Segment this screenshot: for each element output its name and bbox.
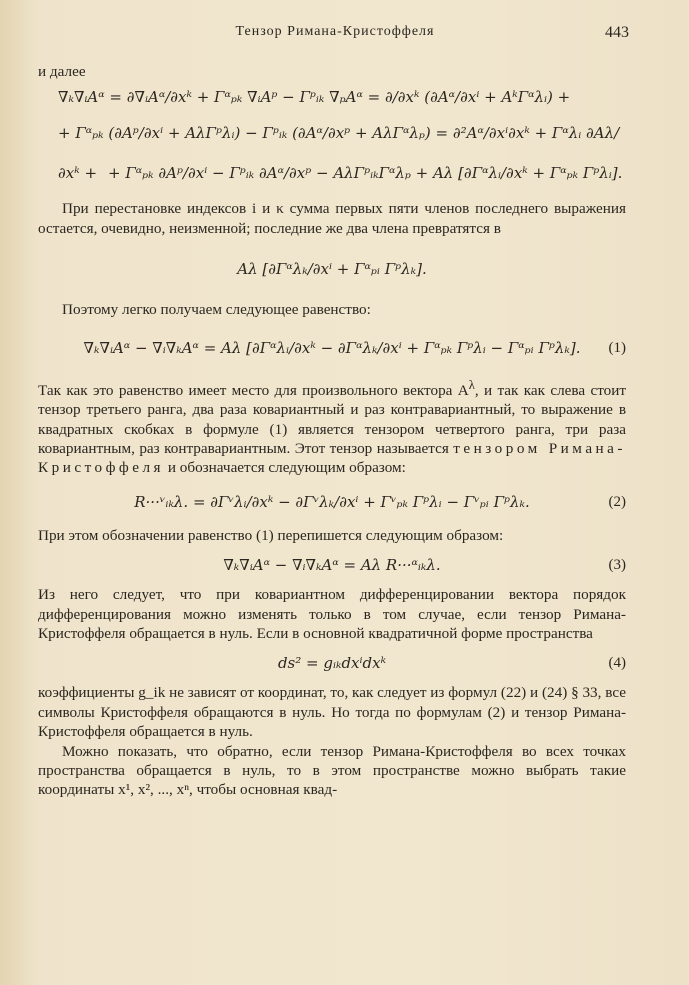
equation-number: (1) bbox=[608, 339, 626, 356]
emphasized-term: тензором Римана-Кристоффеля bbox=[38, 439, 626, 477]
formula-derivation-line-1 bbox=[38, 81, 626, 113]
formula-bracket-term bbox=[38, 238, 626, 300]
formula-text: ds² = gᵢₖdxⁱdxᵏ bbox=[277, 654, 387, 673]
formula-text: Aλ [∂Γᵅλₖ/∂xⁱ + Γᵅₚᵢ Γᵖλₖ]. bbox=[237, 260, 427, 279]
text-run: Так как это равенство имеет место для произвольного вектора A bbox=[38, 381, 469, 399]
paragraph-consequence: Из него следует, что при ковариантном дифференцировании вектора порядок дифференцирования можно изменять только в том случае, если тензор Римана-Кристоффеля обращается в нуль. Если в основной квадратичной форме пространства bbox=[38, 586, 626, 642]
paragraph-notation: При этом обозначении равенство (1) перепишется следующим образом: bbox=[38, 526, 504, 544]
paragraph-intro: и далее bbox=[38, 63, 86, 80]
equation-number: (3) bbox=[608, 557, 626, 574]
paragraph-definition bbox=[38, 376, 626, 478]
text-run: и обозначается следующим образом: bbox=[164, 459, 406, 477]
formula-text: + Γᵅₚₖ (∂Aᵖ/∂xⁱ + AλΓᵖλᵢ) − Γᵖᵢₖ (∂Aᵅ/∂xᵖ + AλΓᵅλₚ) = ∂²Aᵅ/∂xⁱ∂xᵏ + Γᵅλᵢ ∂Aλ/∂xᵏ + bbox=[58, 124, 620, 183]
superscript: λ bbox=[468, 377, 475, 392]
paragraph-permutation: При перестановке индексов i и κ сумма первых пяти членов последнего выражения остается, очевидно, неизменной; последние же два члена превратятся в bbox=[38, 200, 626, 237]
page-body bbox=[38, 62, 626, 800]
equation-number: (2) bbox=[608, 493, 626, 510]
page-number: 443 bbox=[605, 24, 629, 41]
formula-text: + Γᵅₚₖ ∂Aᵖ/∂xⁱ − Γᵖᵢₖ ∂Aᵅ/∂xᵖ − AλΓᵖᵢₖΓᵅλₚ + Aλ [∂Γᵅλᵢ/∂xᵏ + Γᵅₚₖ Γᵖλᵢ]. bbox=[108, 164, 623, 183]
paragraph-coefficients: коэффициенты g_ik не зависят от координат, то, как следует из формул (22) и (24) § 33, все символы Кристоффеля обращаются в нуль. Но тогда по формулам (2) и тензор Римана-Кристоффеля обращается в нуль. bbox=[38, 684, 626, 741]
equation-number: (4) bbox=[608, 655, 626, 672]
formula-text: R···ᵛᵢₖλ. = ∂Γᵛλᵢ/∂xᵏ − ∂Γᵛλₖ/∂xⁱ + Γᵛₚₖ Γᵖλᵢ − Γᵛₚᵢ Γᵖλₖ. bbox=[134, 492, 530, 511]
paragraph-converse: Можно показать, что обратно, если тензор Римана-Кристоффеля во всех точках пространства обращается в нуль, то в этом пространстве можно выбрать такие координаты x¹, x², ..., xⁿ, чтобы основная квад- bbox=[38, 742, 626, 799]
formula-text: ∇ₖ∇ᵢAᵅ = ∂∇ᵢAᵅ/∂xᵏ + Γᵅₚₖ ∇ᵢAᵖ − Γᵖᵢₖ ∇ₚAᵅ = ∂/∂xᵏ (∂Aᵅ/∂xⁱ + AᵏΓᵅλᵢ) + bbox=[58, 88, 571, 107]
formula-text: ∇ₖ∇ᵢAᵅ − ∇ᵢ∇ₖAᵅ = Aλ [∂Γᵅλᵢ/∂xᵏ − ∂Γᵅλₖ/∂xⁱ + Γᵅₚₖ Γᵖλᵢ − Γᵅₚᵢ Γᵖλₖ]. bbox=[83, 338, 581, 357]
formula-4 bbox=[38, 643, 626, 683]
page-header bbox=[0, 24, 689, 46]
formula-3 bbox=[38, 545, 626, 585]
formula-text: ∇ₖ∇ᵢAᵅ − ∇ᵢ∇ₖAᵅ = Aλ R···ᵅᵢₖλ. bbox=[223, 556, 441, 575]
formula-1 bbox=[38, 320, 626, 376]
text-run: , и так как слева стоит тензор третьего ранга, два раза ковариантный и раз контравариантный, то выражение в квадратных скобках в формуле (1) является тензором четвертого ранга, три раза ковариантным, раз контравариантным. Этот тензор называется bbox=[38, 381, 626, 457]
paragraph-hence: Поэтому легко получаем следующее равенство: bbox=[62, 301, 371, 319]
formula-derivation-line-3 bbox=[38, 153, 626, 193]
running-title: Тензор Римана-Кристоффеля bbox=[235, 24, 435, 39]
formula-2 bbox=[38, 478, 626, 526]
